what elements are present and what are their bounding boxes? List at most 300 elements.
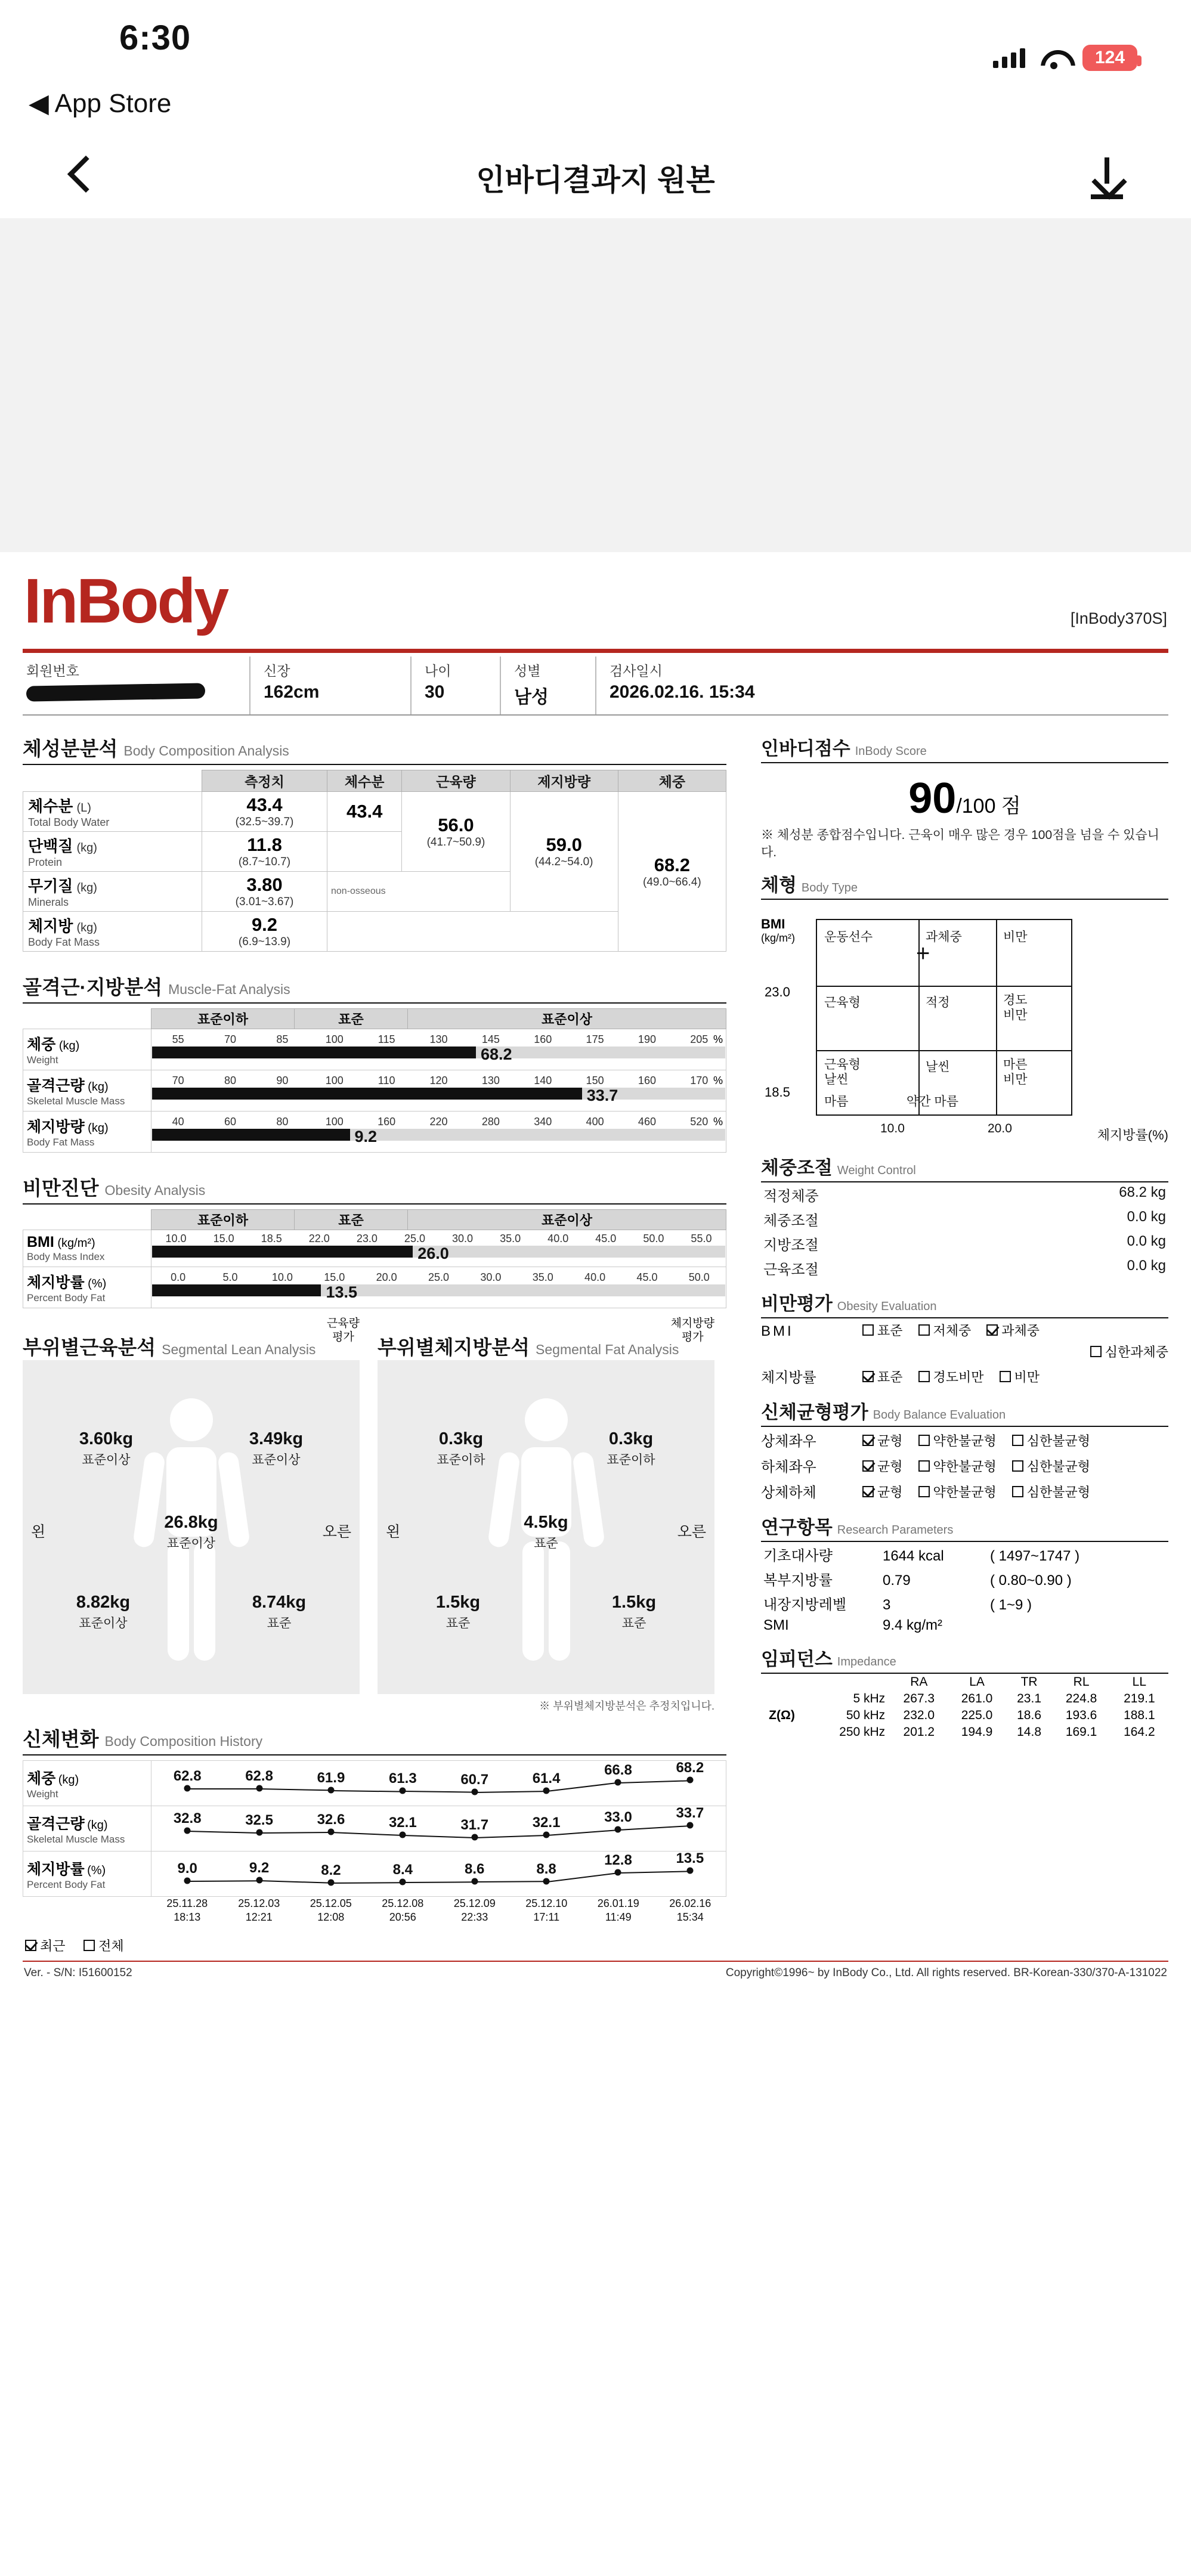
history-point-label: 33.0 [604,1809,632,1825]
inbody-score-title: 인바디점수 InBody Score [761,733,1168,763]
history-line-segment [403,1881,475,1883]
axis-tick: 20.0 [376,1271,397,1283]
table-row: 상체하체 균형 약한불균형 심한불균형 [761,1478,1168,1504]
axis-tick: 10.0 [271,1271,293,1283]
bca-row-protein-label: 단백질 (kg) Protein [23,832,202,872]
age-field [410,657,500,714]
history-date-label: 25.12.08 20:56 [382,1897,424,1924]
axis-tick: 130 [429,1033,448,1045]
age-label: 나이 [425,663,451,679]
upper-lower-balanced[interactable]: 균형 [862,1482,903,1501]
checkbox-icon[interactable] [918,1371,930,1382]
mf-title [23,972,726,1000]
checkbox-icon[interactable] [1090,1346,1102,1357]
mf-row-weight-bar [151,1029,726,1070]
ob-title [23,1173,726,1201]
axis-tick: 40.0 [547,1232,569,1244]
axis-tick: 40 [172,1116,184,1128]
research-parameters-section [761,1512,1168,1636]
axis-tick: 40.0 [584,1271,606,1283]
balance-evaluation-section [761,1397,1168,1504]
bca-row-tbw-label: 체수분 (L) Total Body Water [23,792,202,832]
seg-lean-right-label: 오른 [322,1524,351,1540]
bca-title-ko: 체성분분석 [23,738,118,760]
axis-tick: 15.0 [213,1232,234,1244]
ob-col-over: 표준이상 [408,1210,726,1230]
table-row: 내장지방레벨 3 ( 1~9 ) [763,1596,1032,1613]
history-point-label: 8.6 [465,1861,485,1878]
body-type-marker: + [916,940,930,967]
upper-lr-severe[interactable]: 심한불균형 [1012,1431,1090,1450]
mf-weight-fill [152,1046,476,1058]
checkbox-icon[interactable] [1012,1435,1023,1446]
table-row: 250 kHz 201.2 194.9 14.8 169.1 164.2 [761,1724,1168,1741]
history-line-segment [187,1788,259,1789]
member-id-field [23,657,249,714]
axis-tick: 120 [429,1075,448,1086]
body-type-cell-muscular: 근육형 [824,995,861,1010]
mf-col-normal: 표준 [295,1009,408,1029]
bca-ffm-value: 59.0 (44.2~54.0) [510,792,618,912]
axis-tick: 160 [378,1116,396,1128]
obesity-analysis [23,1173,726,1308]
history-date-label: 26.02.16 15:34 [669,1897,711,1924]
history-point-label: 32.1 [388,1815,417,1831]
bca-blank-cell-2 [327,912,618,952]
axis-tick: 175 [586,1033,604,1045]
mf-weight-unit: % [713,1033,723,1045]
checkbox-icon[interactable] [918,1324,930,1336]
patient-header [23,653,1168,716]
lower-lr-balanced[interactable]: 균형 [862,1457,903,1475]
body-type-cell-normal: 적정 [926,995,950,1010]
checkbox-icon[interactable] [1012,1460,1023,1472]
mf-row-smm-bar [151,1070,726,1111]
axis-tick: 170 [690,1075,709,1086]
checkbox-icon[interactable] [862,1460,874,1472]
history-line-segment [618,1825,691,1831]
history-line-segment [259,1880,332,1884]
hist-row-pbf-label: 체지방률 (%) Percent Body Fat [23,1852,151,1897]
imp-freq-5khz: 5 kHz [853,1691,886,1705]
impedance-header-row [761,1674,1168,1690]
history-line-segment [331,1832,403,1836]
mf-smm-value: 33.7 [586,1086,618,1104]
bca-weight-value: 68.2 (49.0~66.4) [618,792,726,952]
hist-row-pbf-chart [151,1852,726,1897]
history-point-label: 9.0 [177,1860,197,1877]
axis-tick: 100 [325,1033,344,1045]
checkbox-icon[interactable] [862,1371,874,1382]
ob-row-pbf-bar [151,1267,726,1308]
age-value: 30 [425,682,445,702]
upper-lr-balanced[interactable]: 균형 [862,1431,903,1450]
test-date-label: 검사일시 [610,663,663,679]
ob-row-bmi-label: BMI (kg/m²) Body Mass Index [23,1230,151,1267]
table-row [23,1230,726,1267]
seg-fat-note: ※ 부위별체지방분석은 추정치입니다. [539,1700,714,1712]
history-point-label: 33.7 [676,1805,704,1821]
seg-lean-leg-right: 8.74kg 표준 [252,1593,307,1630]
status-time: 6:30 [119,18,191,57]
balance-eval-title: 신체균형평가 Body Balance Evaluation [761,1397,1168,1427]
ob-col-under: 표준이하 [151,1210,295,1230]
seg-fat-leg-right: 1.5kg 표준 [611,1593,657,1630]
pbf-option-obese[interactable]: 비만 [1000,1367,1040,1386]
ob-table [23,1209,726,1308]
seg-fat-trunk: 4.5kg 표준 [524,1513,568,1550]
checkbox-icon[interactable] [918,1486,930,1497]
sheet-footer [23,1961,1168,1988]
table-row: BMI 표준 저체중 과체중 [761,1318,1168,1342]
member-id-redaction [26,683,205,701]
ob-row-pbf-label: 체지방률 (%) Percent Body Fat [23,1267,151,1308]
imp-z-label: Z(Ω) [769,1708,795,1722]
inbody-score-total: /100 점 [956,795,1021,818]
mf-title-en: Muscle-Fat Analysis [168,982,290,997]
obesity-evaluation-section [761,1289,1168,1389]
height-label: 신장 [264,663,290,679]
mf-weight-ticks [152,1033,725,1045]
axis-tick: 205 [690,1033,709,1045]
weight-control-title: 체중조절 Weight Control [761,1153,1168,1182]
table-row [23,1029,726,1070]
axis-tick: 150 [586,1075,604,1086]
seg-lean-left-label: 왼 [31,1524,46,1540]
mf-bfm-unit: % [713,1116,723,1128]
history-line-segment [475,1835,547,1838]
seg-lean-trunk: 26.8kg 표준이상 [164,1513,218,1550]
impedance-title: 임피던스 Impedance [761,1644,1168,1674]
sex-field [500,657,595,714]
body-type-cell-overweight: 과체중 [926,930,962,944]
seg-lean-leg-left: 8.82kg 표준이상 [76,1593,131,1630]
seg-lean-arm-right: 3.49kg 표준이상 [249,1429,304,1467]
pbf-option-mild[interactable]: 경도비만 [918,1367,984,1386]
test-date-value: 2026.02.16. 15:34 [610,682,755,702]
seg-lean-title: 부위별근육분석 Segmental Lean Analysis [23,1336,316,1358]
body-type-cell-skinny-fat: 마른 비만 [1003,1057,1028,1086]
mf-weight-value: 68.2 [480,1045,512,1063]
axis-tick: 50.0 [688,1271,710,1283]
inbody-score-note: ※ 체성분 종합점수입니다. 근육이 매우 많은 경우 100점을 넘을 수 있습니다. [761,828,1159,860]
ob-title-en: Obesity Analysis [104,1182,206,1198]
table-row [23,1111,726,1153]
body-type-section [761,870,1168,1144]
bca-col-weight: 체중 [618,770,726,792]
history-table [23,1760,726,1931]
segmental-section [23,1317,726,1713]
history-date-label: 25.12.10 17:11 [525,1897,568,1924]
history-line-segment [259,1788,332,1791]
divider-red [23,649,1168,653]
upper-lower-severe[interactable]: 심한불균형 [1012,1482,1090,1501]
upper-lr-mild[interactable]: 약한불균형 [918,1431,997,1450]
history-point-label: 32.1 [532,1815,561,1831]
nav-bar [0,129,1191,218]
body-type-cell-muscular-slim: 근육형 날씬 [824,1057,861,1086]
axis-tick: 30.0 [480,1271,502,1283]
axis-tick: 60 [224,1116,237,1128]
history-date-label: 25.12.09 22:33 [453,1897,496,1924]
checkbox-icon[interactable] [862,1435,874,1446]
body-type-cell-athlete: 운동선수 [824,930,873,944]
height-value: 162cm [264,682,320,702]
inbody-score-section [761,733,1168,862]
axis-tick: 130 [481,1075,500,1086]
body-type-grid [816,919,1072,1116]
axis-tick: 220 [429,1116,448,1128]
device-model: [InBody370S] [1070,609,1167,627]
table-row: 복부지방률 0.79 ( 0.80~0.90 ) [763,1572,1072,1589]
seg-lean-corner-label: 근육량 평가 [326,1317,360,1343]
history-point-label: 32.8 [173,1810,202,1826]
left-column [23,725,726,1955]
bca-minerals-measured: 3.80 (3.01~3.67) [202,872,327,912]
body-type-cell-slim: 날씬 [926,1060,950,1074]
history-date-label: 25.11.28 18:13 [166,1897,208,1924]
bca-smm-value: 56.0 (41.7~50.9) [402,792,510,872]
axis-tick: 520 [690,1116,709,1128]
history-point-label: 32.5 [245,1812,273,1828]
ob-bmi-fill [152,1246,413,1258]
hist-title: 신체변화 Body Composition History [23,1728,263,1750]
axis-tick: 35.0 [532,1271,553,1283]
table-row [761,1342,1168,1363]
history-line-segment [259,1832,332,1834]
bca-col-tbw: 체수분 [327,770,402,792]
footer-serial: Ver. - S/N: I51600152 [24,1967,132,1979]
history-point-label: 13.5 [676,1850,704,1866]
checkbox-icon[interactable] [1012,1486,1023,1497]
table-row: Z(Ω) 5 kHz 267.3 261.0 23.1 224.8 219.1 [761,1690,1168,1707]
mf-smm-ticks [152,1075,725,1086]
obesity-eval-title: 비만평가 Obesity Evaluation [761,1289,1168,1318]
content-spacer [0,218,1191,552]
body-type-title: 체형 Body Type [761,870,1168,900]
upper-lower-mild[interactable]: 약한불균형 [918,1482,997,1501]
table-row: 근육조절 0.0 kg [763,1257,1166,1278]
history-line-segment [403,1835,475,1838]
history-point-label: 68.2 [676,1760,704,1776]
member-id-label: 회원번호 [26,663,79,679]
bca-tbw-value: 43.4 [327,792,402,832]
table-row: 체중조절 0.0 kg [763,1208,1166,1229]
history-point-label: 60.7 [460,1772,489,1788]
table-row: 체지방률 표준 경도비만 비만 [761,1363,1168,1389]
inbody-result-sheet [0,552,1191,1988]
axis-tick: 23.0 [356,1232,378,1244]
history-legend[interactable] [23,1931,726,1955]
table-row: 하체좌우 균형 약한불균형 심한불균형 [761,1453,1168,1478]
history-line-segment [475,1791,547,1793]
axis-tick: 190 [638,1033,656,1045]
imp-col-la: LA [969,1674,985,1689]
axis-tick: 340 [534,1116,552,1128]
history-date-label: 26.01.19 11:49 [597,1897,639,1924]
inbody-score-value-row [761,774,1168,823]
axis-tick: 30.0 [452,1232,474,1244]
obesity-bmi-option-severe[interactable]: 심한과체중 [1090,1342,1168,1361]
history-line-segment [331,1882,403,1884]
pbf-option-normal[interactable]: 표준 [862,1367,903,1386]
seg-fat-right-label: 오른 [677,1524,706,1540]
table-row [23,1852,726,1897]
test-date-field [595,657,1168,714]
history-point-label: 61.9 [317,1769,345,1786]
bca-table [23,770,726,952]
bca-col-smm: 근육량 [402,770,510,792]
mf-row-bfm-bar [151,1111,726,1153]
history-line-segment [331,1790,403,1792]
status-icons [993,45,1137,71]
table-row: 기초대사량 1644 kcal ( 1497~1747 ) [763,1547,1080,1564]
obesity-bmi-option-normal[interactable]: 표준 [862,1321,903,1339]
table-row: 적정체중 68.2 kg [763,1184,1166,1205]
history-point-label: 8.4 [392,1862,413,1878]
sex-value: 남성 [514,688,549,707]
history-legend-recent[interactable]: 최근 [25,1936,66,1955]
axis-tick: 45.0 [595,1232,617,1244]
checkbox-icon[interactable] [862,1324,874,1336]
seg-fat-figure-box [378,1360,714,1694]
table-row: 지방조절 0.0 kg [763,1233,1166,1253]
impedance-table [761,1674,1168,1741]
inbody-score-value: 90 [908,775,957,822]
weight-control-section [761,1153,1168,1280]
research-title: 연구항목 Research Parameters [761,1512,1168,1542]
axis-tick: 55 [172,1033,184,1045]
segmental-lean-block [23,1317,360,1713]
axis-tick: 80 [224,1075,237,1086]
table-row [23,1761,726,1806]
history-point-label: 12.8 [604,1852,632,1868]
body-type-cell-thin: 마름 [824,1094,849,1109]
bca-row-minerals-label: 무기질 (kg) Minerals [23,872,202,912]
mf-bfm-ticks [152,1116,725,1128]
axis-tick: 110 [378,1075,395,1086]
bca-col-measured: 측정치 [202,770,327,792]
mf-title-ko: 골격근·지방분석 [23,976,163,998]
muscle-fat-analysis [23,972,726,1153]
bca-blank-cell [327,832,402,872]
status-bar [0,0,1191,118]
axis-tick: 15.0 [324,1271,345,1283]
ob-row-bmi-bar [151,1230,726,1267]
history-point-label: 8.2 [321,1862,341,1878]
checkbox-icon[interactable] [918,1435,930,1446]
seg-fat-arm-right: 0.3kg 표준이하 [607,1429,655,1467]
history-date-label: 25.12.05 12:08 [310,1897,352,1924]
axis-tick: 70 [224,1033,237,1045]
hist-row-smm-label: 골격근량 (kg) Skeletal Muscle Mass [23,1806,151,1852]
obesity-bmi-option-over[interactable]: 과체중 [986,1321,1040,1339]
body-type-x-tick-2: 20.0 [988,1121,1012,1135]
bca-header-row [23,770,726,792]
lower-lr-severe[interactable]: 심한불균형 [1012,1457,1090,1475]
history-line-segment [618,1780,691,1784]
download-icon[interactable] [1090,157,1124,194]
checkbox-icon[interactable] [918,1460,930,1472]
seg-fat-arm-left: 0.3kg 표준이하 [437,1429,485,1467]
mf-smm-unit: % [713,1075,723,1086]
seg-fat-corner-label: 체지방량 평가 [670,1317,714,1343]
back-to-app-store-link[interactable]: ◀ App Store [29,89,172,118]
impedance-section [761,1644,1168,1741]
axis-tick: 0.0 [171,1271,186,1283]
axis-tick: 70 [172,1075,184,1086]
axis-tick: 25.0 [428,1271,450,1283]
mf-col-under: 표준이하 [151,1009,295,1029]
history-date-label: 25.12.03 12:21 [238,1897,280,1924]
checkbox-icon[interactable] [862,1486,874,1497]
axis-tick: 5.0 [222,1271,238,1283]
imp-freq-50khz: 50 kHz [846,1708,886,1722]
body-type-y-label: BMI (kg/m²) [761,916,795,944]
axis-tick: 35.0 [500,1232,521,1244]
mf-row-weight-label: 체중 (kg) Weight [23,1029,151,1070]
segmental-fat-block [378,1317,714,1713]
history-point-label: 62.8 [245,1768,273,1785]
table-row [23,1897,726,1932]
checkbox-icon[interactable] [1000,1371,1011,1382]
hist-row-smm-chart [151,1806,726,1852]
history-point-label: 62.8 [173,1768,202,1785]
body-composition-history [23,1724,726,1955]
history-line-segment [618,1871,691,1874]
axis-tick: 10.0 [165,1232,187,1244]
hist-row-weight-chart [151,1761,726,1806]
footer-copyright: Copyright©1996~ by InBody Co., Ltd. All rights reserved. BR-Korean-330/370-A-131022 [725,1967,1167,1979]
axis-tick: 280 [481,1116,500,1128]
axis-tick: 140 [534,1075,552,1086]
axis-tick: 460 [638,1116,656,1128]
body-type-cell-obese: 비만 [1003,930,1028,944]
obesity-bmi-option-under[interactable]: 저체중 [918,1321,972,1339]
axis-tick: 55.0 [691,1232,712,1244]
seg-fat-leg-left: 1.5kg 표준 [435,1593,481,1630]
history-point-label: 31.7 [460,1817,489,1833]
height-field [249,657,410,714]
bca-title [23,733,726,761]
mf-row-smm-label: 골격근량 (kg) Skeletal Muscle Mass [23,1070,151,1111]
checkbox-icon[interactable] [25,1940,36,1951]
page-title: 인바디결과지 원본 [476,163,715,197]
body-type-chart [761,906,1168,1144]
sex-label: 성별 [514,663,541,679]
ob-title-ko: 비만진단 [23,1177,99,1199]
axis-tick: 100 [325,1116,344,1128]
ob-pbf-ticks [152,1271,725,1283]
battery-icon [1082,45,1137,71]
seg-lean-arm-left: 3.60kg 표준이상 [79,1429,134,1467]
lower-lr-mild[interactable]: 약한불균형 [918,1457,997,1475]
axis-tick: 115 [378,1033,395,1045]
axis-tick: 22.0 [308,1232,330,1244]
history-legend-all[interactable]: 전체 [83,1936,124,1955]
axis-tick: 400 [586,1116,604,1128]
history-point-label: 8.8 [536,1860,556,1877]
checkbox-icon[interactable] [986,1324,998,1336]
ob-pbf-fill [152,1284,321,1296]
checkbox-icon[interactable] [83,1940,95,1951]
axis-tick: 100 [325,1075,344,1086]
inbody-logo: InBody [24,566,228,636]
table-row [23,1267,726,1308]
seg-fat-title: 부위별체지방분석 Segmental Fat Analysis [378,1336,679,1358]
bca-fat-measured: 9.2 (6.9~13.9) [202,912,327,952]
body-type-y-tick-2: 18.5 [765,1084,790,1100]
